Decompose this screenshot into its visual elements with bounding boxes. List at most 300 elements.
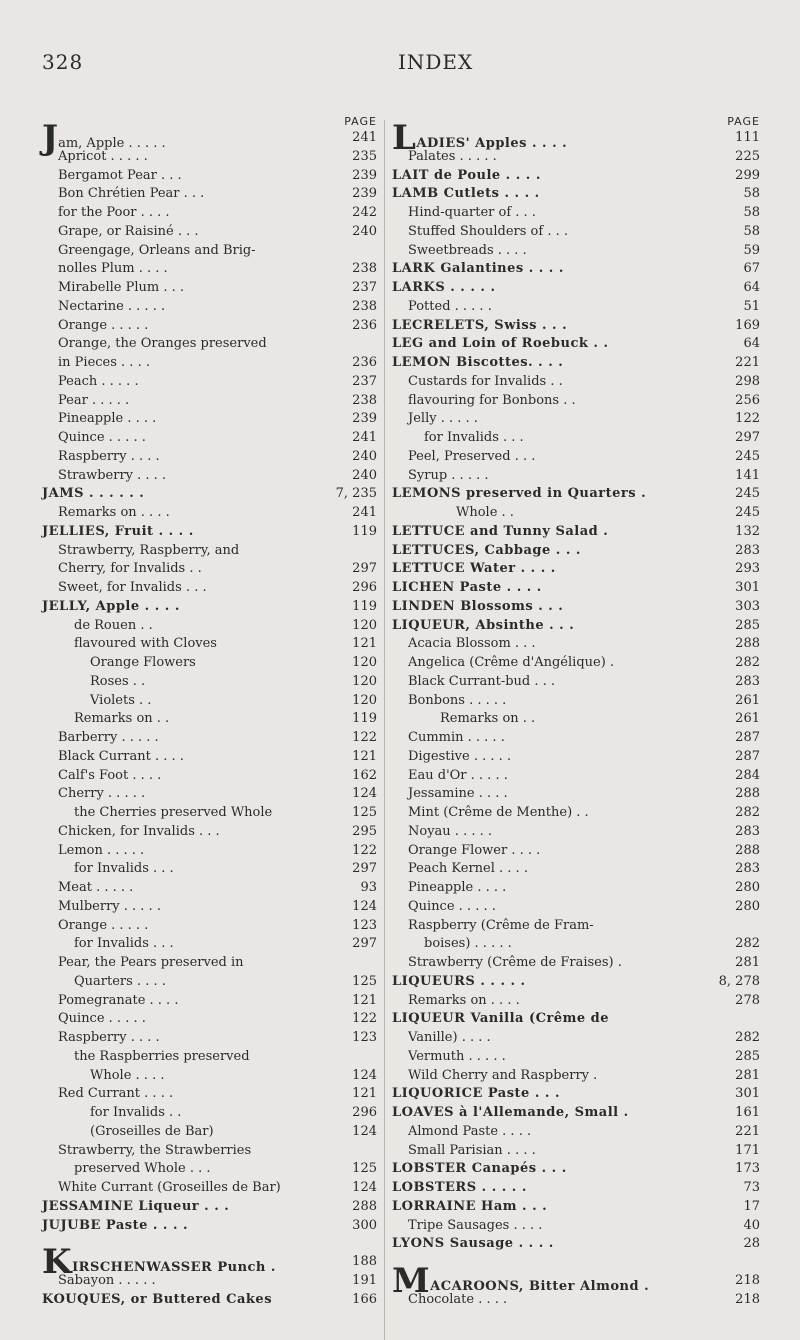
index-entry (42, 842, 377, 861)
index-entry (42, 1272, 377, 1291)
index-entry (42, 1123, 377, 1142)
index-entry (392, 373, 760, 392)
entry-text: Chicken, for Invalids . . . (58, 823, 220, 839)
entry-page-number: 288 (735, 842, 760, 858)
entry-text: Remarks on . . . . (408, 992, 520, 1008)
entry-text: LEG and Loin of Roebuck . . (392, 336, 609, 352)
index-entry (392, 467, 760, 486)
entry-page-number: 218 (735, 1273, 760, 1288)
index-entry (42, 542, 377, 561)
index-entry (42, 917, 377, 936)
entry-text: LARK Galantines . . . . (392, 261, 564, 277)
index-entry (42, 317, 377, 336)
entry-page-number: 28 (743, 1236, 760, 1252)
entry-page-number: 242 (352, 205, 377, 220)
entry-text: Syrup . . . . . (408, 467, 489, 483)
entry-text: Bergamot Pear . . . (58, 167, 182, 183)
entry-text: Cherry . . . . . (58, 786, 146, 802)
entry-text: Pear, the Pears preserved in (58, 955, 244, 970)
index-entry (392, 879, 760, 898)
entry-text: for Invalids . . . (74, 861, 174, 877)
entry-page-number: 240 (352, 448, 377, 464)
entry-text: JELLY, Apple . . . . (42, 598, 180, 614)
entry-page-number: 119 (352, 711, 377, 727)
entry-text: Almond Paste . . . . (408, 1123, 532, 1139)
entry-text: Orange Flowers (90, 655, 196, 670)
index-entry (42, 485, 377, 504)
entry-page-number: 58 (743, 223, 760, 239)
page-column-label: PAGE (727, 115, 760, 128)
index-entry (392, 1067, 760, 1086)
index-entry (392, 804, 760, 823)
entry-text: for Invalids . . . (424, 430, 524, 445)
entry-text: Peel, Preserved . . . (408, 448, 536, 464)
index-entry (42, 692, 377, 711)
index-entry (42, 148, 377, 167)
index-entry (392, 1029, 760, 1048)
entry-page-number: 124 (352, 1067, 377, 1083)
entry-page-number: 122 (352, 842, 377, 858)
index-entry (392, 767, 760, 786)
index-entry (392, 1235, 760, 1254)
index-entry (42, 729, 377, 748)
index-entry (392, 860, 760, 879)
entry-text: LINDEN Blossoms . . . (392, 598, 564, 614)
entry-page-number: 73 (743, 1180, 760, 1195)
entry-page-number: 261 (735, 692, 760, 708)
entry-text: preserved Whole . . . (74, 1161, 211, 1177)
index-entry (392, 204, 760, 223)
entry-page-number: 239 (352, 167, 377, 183)
entry-page-number: 122 (352, 1011, 377, 1027)
index-entry (42, 579, 377, 598)
index-entry (392, 392, 760, 411)
entry-page-number: 301 (735, 580, 760, 595)
entry-text: Violets . . (90, 692, 152, 708)
entry-page-number: 122 (735, 411, 760, 427)
entry-page-number: 283 (735, 542, 760, 558)
entry-text: Chocolate . . . . (408, 1291, 508, 1307)
entry-page-number: 237 (352, 373, 377, 389)
entry-page-number: 121 (352, 636, 377, 652)
index-entry (42, 1085, 377, 1104)
entry-text: Vermuth . . . . . (408, 1048, 506, 1064)
index-entry (42, 748, 377, 767)
index-entry (42, 598, 377, 617)
index-entry (392, 1085, 760, 1104)
entry-page-number: 245 (735, 505, 760, 520)
entry-page-number: 288 (352, 1198, 377, 1214)
entry-page-number: 245 (735, 486, 760, 502)
entry-page-number: 221 (735, 355, 760, 370)
entry-text: KOUQUES, or Buttered Cakes (42, 1291, 273, 1307)
entry-page-number: 236 (352, 355, 377, 370)
entry-text: de Rouen . . (74, 617, 153, 633)
entry-text: the Raspberries preserved (74, 1048, 250, 1064)
entry-text: Sweet, for Invalids . . . (58, 580, 207, 595)
index-entry (42, 860, 377, 879)
entry-text: Raspberry . . . . (58, 448, 160, 464)
entry-page-number: 281 (735, 1067, 760, 1083)
entry-page-number: 125 (352, 805, 377, 820)
entry-page-number: 241 (352, 130, 377, 145)
index-entry (392, 729, 760, 748)
page-column-label: PAGE (344, 115, 377, 128)
index-entry (42, 392, 377, 411)
index-entry (42, 804, 377, 823)
entry-page-number: 120 (352, 692, 377, 708)
index-entry (42, 242, 377, 261)
entry-text: Black Currant . . . . (58, 748, 184, 764)
entry-text: LOBSTER Canapés . . . (392, 1161, 567, 1177)
entry-text: JELLIES, Fruit . . . . (42, 523, 194, 539)
index-entry (42, 1217, 377, 1236)
entry-page-number: 59 (743, 242, 760, 258)
entry-page-number: 283 (735, 861, 760, 877)
index-entry (42, 1067, 377, 1086)
entry-page-number: 218 (735, 1291, 760, 1307)
index-entry (392, 1217, 760, 1236)
entry-page-number: 282 (735, 936, 760, 952)
entry-text: Remarks on . . (74, 711, 170, 727)
entry-text: Strawberry (Crême de Fraises) . (408, 955, 622, 970)
index-entry (392, 935, 760, 954)
entry-page-number: 125 (352, 1161, 377, 1177)
entry-page-number: 221 (735, 1123, 760, 1139)
entry-page-number: 122 (352, 730, 377, 745)
entry-text: Greengage, Orleans and Brig- (58, 242, 256, 258)
entry-page-number: 298 (735, 373, 760, 389)
entry-page-number: 282 (735, 805, 760, 820)
entry-page-number: 124 (352, 898, 377, 914)
index-entry (392, 485, 760, 504)
entry-text: Nectarine . . . . . (58, 298, 166, 314)
entry-page-number: 297 (352, 861, 377, 877)
entry-text: KIRSCHENWASSER Punch . (42, 1242, 276, 1283)
entry-text: Mulberry . . . . . (58, 898, 161, 914)
index-entry (392, 842, 760, 861)
entry-text: for Invalids . . (90, 1105, 182, 1120)
index-column-right (392, 115, 760, 1310)
index-entry (42, 429, 377, 448)
entry-text: Quarters . . . . (74, 973, 166, 989)
entry-text: Lemon . . . . . (58, 842, 145, 858)
entry-page-number: 121 (352, 992, 377, 1008)
entry-text: Sabayon . . . . . (58, 1273, 156, 1288)
index-entry (392, 1179, 760, 1198)
index-entry (392, 448, 760, 467)
entry-page-number: 171 (735, 1142, 760, 1158)
index-entry (392, 335, 760, 354)
entry-text: Red Currant . . . . (58, 1086, 174, 1102)
entry-page-number: 240 (352, 467, 377, 483)
index-entry (42, 410, 377, 429)
index-entry (392, 1010, 760, 1029)
entry-page-number: 123 (352, 1030, 377, 1045)
index-entry (42, 260, 377, 279)
entry-page-number: 285 (735, 1048, 760, 1064)
entry-page-number: 296 (352, 580, 377, 595)
index-entry (392, 542, 760, 561)
entry-text: Jam, Apple . . . . . (42, 118, 166, 158)
entry-page-number: 40 (743, 1217, 760, 1233)
index-entry (392, 617, 760, 636)
page-header (0, 50, 800, 90)
entry-text: LICHEN Paste . . . . (392, 580, 542, 595)
entry-text: Noyau . . . . . (408, 823, 492, 839)
entry-text: Pear . . . . . (58, 392, 130, 408)
entry-page-number: 296 (352, 1105, 377, 1120)
entry-text: Bonbons . . . . . (408, 692, 507, 708)
column-divider (384, 120, 385, 1340)
entry-text: LYONS Sausage . . . . (392, 1236, 554, 1252)
entry-page-number: 119 (352, 523, 377, 539)
entry-text: Stuffed Shoulders of . . . (408, 223, 568, 239)
entry-text: (Groseilles de Bar) (90, 1123, 214, 1139)
index-entry (42, 1048, 377, 1067)
entry-text: LOBSTERS . . . . . (392, 1180, 527, 1195)
entry-page-number: 124 (352, 786, 377, 802)
entry-page-number: 173 (735, 1161, 760, 1177)
entry-text: Remarks on . . . . (58, 505, 170, 520)
entry-text: Orange . . . . . (58, 917, 149, 933)
entry-page-number: 166 (352, 1291, 377, 1307)
index-entry (392, 1048, 760, 1067)
index-entry (392, 223, 760, 242)
entry-text: Orange . . . . . (58, 317, 149, 333)
index-entry (42, 448, 377, 467)
index-entry (42, 710, 377, 729)
entry-page-number: 299 (735, 167, 760, 183)
entry-text: Small Parisian . . . . (408, 1142, 536, 1158)
index-entry (392, 1142, 760, 1161)
entry-text: Black Currant-bud . . . (408, 673, 556, 689)
entry-text: LETTUCE Water . . . . (392, 561, 556, 577)
index-entry (392, 635, 760, 654)
index-entry (42, 1142, 377, 1161)
index-entry (392, 354, 760, 373)
page-number: 328 (42, 50, 84, 74)
entry-text: Barberry . . . . . (58, 730, 159, 745)
index-entry (42, 1010, 377, 1029)
entry-text: LAIT de Poule . . . . (392, 167, 541, 183)
entry-text: for Invalids . . . (74, 936, 174, 952)
index-entry (392, 823, 760, 842)
running-head: INDEX (398, 50, 474, 74)
entry-text: Remarks on . . (440, 711, 536, 727)
index-entry (392, 654, 760, 673)
entry-page-number: 282 (735, 1030, 760, 1045)
entry-page-number: 285 (735, 617, 760, 633)
index-entry (42, 167, 377, 186)
entry-text: JUJUBE Paste . . . . (42, 1217, 189, 1233)
entry-page-number: 125 (352, 973, 377, 989)
entry-text: Potted . . . . . (408, 298, 492, 314)
entry-text: Wild Cherry and Raspberry . (408, 1067, 598, 1083)
entry-text: in Pieces . . . . (58, 355, 150, 370)
entry-page-number: 64 (743, 336, 760, 352)
entry-page-number: 282 (735, 655, 760, 670)
entry-page-number: 283 (735, 823, 760, 839)
index-entry (392, 148, 760, 167)
entry-text: Pineapple . . . . (408, 880, 507, 895)
entry-page-number: 191 (352, 1273, 377, 1288)
entry-text: Tripe Sausages . . . . (408, 1217, 543, 1233)
entry-text: LETTUCE and Tunny Salad . (392, 523, 609, 539)
index-entry (392, 1198, 760, 1217)
index-entry (392, 167, 760, 186)
entry-text: Mirabelle Plum . . . (58, 280, 184, 295)
entry-page-number: 288 (735, 636, 760, 652)
entry-text: Quince . . . . . (58, 1011, 146, 1027)
entry-text: Acacia Blossom . . . (408, 636, 536, 652)
entry-page-number: 281 (735, 955, 760, 970)
entry-page-number: 51 (743, 298, 760, 314)
entry-page-number: 278 (735, 992, 760, 1008)
entry-text: Whole . . (456, 505, 514, 520)
entry-page-number: 287 (735, 748, 760, 764)
index-entry (42, 1291, 377, 1310)
entry-text: LIQUEUR, Absinthe . . . (392, 617, 575, 633)
index-entry (392, 185, 760, 204)
index-entry (42, 673, 377, 692)
entry-page-number: 301 (735, 1086, 760, 1102)
entry-text: Strawberry, Raspberry, and (58, 542, 240, 558)
index-entry (42, 785, 377, 804)
index-entry (42, 279, 377, 298)
entry-text: the Cherries preserved Whole (74, 805, 273, 820)
entry-text: White Currant (Groseilles de Bar) (58, 1180, 281, 1195)
entry-text: LOAVES à l'Allemande, Small . (392, 1105, 629, 1120)
index-entry (42, 523, 377, 542)
entry-text: Palates . . . . . (408, 148, 497, 164)
entry-text: Roses . . (90, 673, 146, 689)
index-entry (42, 223, 377, 242)
entry-page-number: 237 (352, 280, 377, 295)
entry-text: Raspberry . . . . (58, 1030, 160, 1045)
index-entry (42, 467, 377, 486)
entry-text: flavouring for Bonbons . . (408, 392, 576, 408)
entry-page-number: 120 (352, 655, 377, 670)
entry-page-number: 283 (735, 673, 760, 689)
entry-text: Cherry, for Invalids . . (58, 561, 202, 577)
entry-text: Apricot . . . . . (58, 148, 148, 164)
index-entry (42, 617, 377, 636)
entry-page-number: 300 (352, 1217, 377, 1233)
entry-page-number: 280 (735, 880, 760, 895)
entry-page-number: 238 (352, 298, 377, 314)
index-entry (392, 317, 760, 336)
entry-text: LIQUEURS . . . . . (392, 973, 526, 989)
entry-text: JESSAMINE Liqueur . . . (42, 1198, 230, 1214)
entry-text: Calf's Foot . . . . (58, 767, 162, 783)
index-entry (392, 579, 760, 598)
entry-text: Cummin . . . . . (408, 730, 505, 745)
entry-page-number: 120 (352, 617, 377, 633)
entry-text: boises) . . . . . (424, 936, 512, 952)
index-entry (392, 279, 760, 298)
index-entry (392, 410, 760, 429)
index-entry (392, 917, 760, 936)
entry-text: Orange Flower . . . . (408, 842, 541, 858)
index-entry (42, 1179, 377, 1198)
entry-text: Peach . . . . . (58, 373, 139, 389)
entry-text: Jessamine . . . . (408, 786, 508, 802)
entry-page-number: 287 (735, 730, 760, 745)
entry-page-number: 169 (735, 317, 760, 333)
index-entry (392, 992, 760, 1011)
entry-text: Mint (Crême de Menthe) . . (408, 805, 589, 820)
index-entry (392, 710, 760, 729)
section-spacer (42, 1235, 377, 1253)
entry-page-number: 288 (735, 786, 760, 802)
index-entry (42, 1198, 377, 1217)
entry-page-number: 121 (352, 748, 377, 764)
entry-page-number: 162 (352, 767, 377, 783)
entry-page-number: 124 (352, 1123, 377, 1139)
entry-text: for the Poor . . . . (58, 205, 170, 220)
entry-page-number: 188 (352, 1254, 377, 1270)
index-entry (42, 1104, 377, 1123)
entry-page-number: 239 (352, 186, 377, 202)
entry-text: Strawberry . . . . (58, 467, 167, 483)
index-entry (42, 823, 377, 842)
entry-text: Strawberry, the Strawberries (58, 1142, 252, 1158)
entry-page-number: 7, 235 (335, 486, 377, 502)
entry-text: LARKS . . . . . (392, 280, 496, 295)
index-entry (42, 373, 377, 392)
entry-text: Vanille) . . . . (408, 1030, 491, 1045)
entry-page-number: 58 (743, 205, 760, 220)
index-entry (392, 242, 760, 261)
index-entry (392, 1160, 760, 1179)
entry-text: Angelica (Crême d'Angélique) . (408, 655, 615, 670)
index-entry (392, 973, 760, 992)
index-entry (42, 654, 377, 673)
entry-text: LADIES' Apples . . . . (392, 118, 568, 158)
entry-page-number: 111 (735, 130, 760, 145)
entry-text: Raspberry (Crême de Fram- (408, 917, 594, 933)
index-entry (392, 1291, 760, 1310)
index-entry (42, 185, 377, 204)
entry-text: Sweetbreads . . . . (408, 242, 527, 258)
entry-text: JAMS . . . . . . (42, 486, 145, 502)
entry-page-number: 293 (735, 561, 760, 577)
entry-page-number: 280 (735, 898, 760, 914)
entry-page-number: 161 (735, 1105, 760, 1120)
entry-text: Quince . . . . . (58, 430, 146, 445)
entry-text: Peach Kernel . . . . (408, 861, 528, 877)
index-entry (42, 560, 377, 579)
entry-page-number: 245 (735, 448, 760, 464)
index-entry (392, 673, 760, 692)
entry-text: Bon Chrétien Pear . . . (58, 186, 205, 202)
index-entry (392, 298, 760, 317)
entry-text: LIQUORICE Paste . . . (392, 1086, 560, 1102)
entry-text: LAMB Cutlets . . . . (392, 186, 540, 202)
entry-page-number: 8, 278 (718, 973, 760, 989)
entry-text: LIQUEUR Vanilla (Crême de (392, 1011, 610, 1027)
entry-page-number: 239 (352, 411, 377, 427)
index-entry (42, 204, 377, 223)
index-entry (42, 335, 377, 354)
entry-page-number: 235 (352, 148, 377, 164)
entry-page-number: 58 (743, 186, 760, 202)
entry-text: LORRAINE Ham . . . (392, 1198, 548, 1214)
entry-text: Orange, the Oranges preserved (58, 336, 267, 352)
entry-text: Custards for Invalids . . (408, 373, 563, 389)
index-entry (42, 992, 377, 1011)
